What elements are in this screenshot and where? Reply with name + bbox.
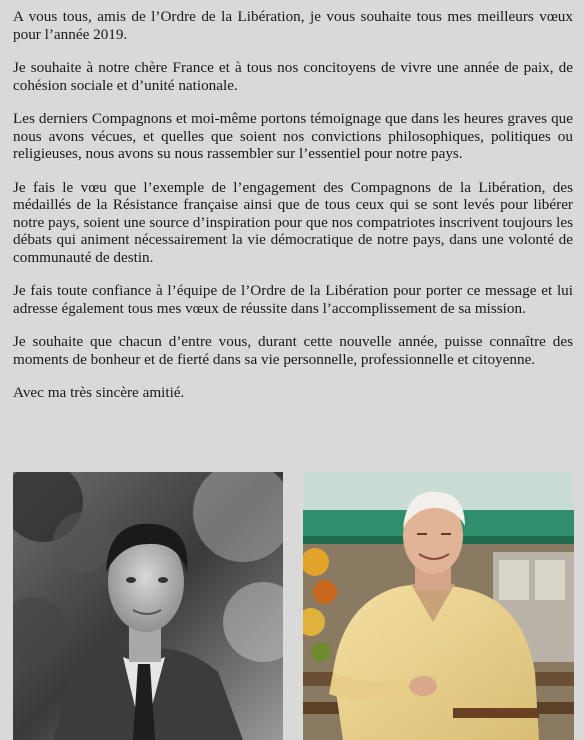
paragraph-confidence: Je fais toute confiance à l’équipe de l’Ordre de la Libération pour porter ce message et lui adresse également tous mes vœux de réussite dans l’accomplissement de sa mission.	[13, 282, 573, 317]
paragraph-happiness: Je souhaite que chacun d’entre vous, durant cette nouvelle année, puisse connaître des moments de bonheur et de fierté dans sa vie personnelle, professionnelle et citoyenne.	[13, 333, 573, 368]
paragraph-engagement: Je fais le vœu que l’exemple de l’engagement des Compagnons de la Libération, des médaillés de la Résistance française ainsi que de tous ceux qui se sont levés pour libérer notre pays, soient une source d’inspiration pour que nos compatriotes inscrivent toujours les débats qui animent nécessairement la vie démocratique de notre pays, dans une volonté de communauté de destin.	[13, 178, 573, 266]
elder-portrait-image	[303, 472, 574, 740]
letter-body	[13, 8, 573, 418]
elder-portrait-photo	[303, 472, 574, 740]
young-portrait-photo	[13, 472, 283, 740]
paragraph-closing: Avec ma très sincère amitié.	[13, 384, 185, 401]
paragraph-greeting: A vous tous, amis de l’Ordre de la Libération, je vous souhaite tous mes meilleurs vœux pour l’année 2019.	[13, 8, 573, 43]
paragraph-testimony: Les derniers Compagnons et moi-même portons témoignage que dans les heures graves que nous avons vécues, et quelles que soient nos convictions philosophiques, politiques ou religieuses, nous avons su nous rassembler sur l’essentiel pour notre pays.	[13, 110, 573, 162]
young-portrait-image	[13, 472, 283, 740]
paragraph-wish-france: Je souhaite à notre chère France et à tous nos concitoyens de vivre une année de paix, de cohésion sociale et d’unité nationale.	[13, 59, 573, 94]
